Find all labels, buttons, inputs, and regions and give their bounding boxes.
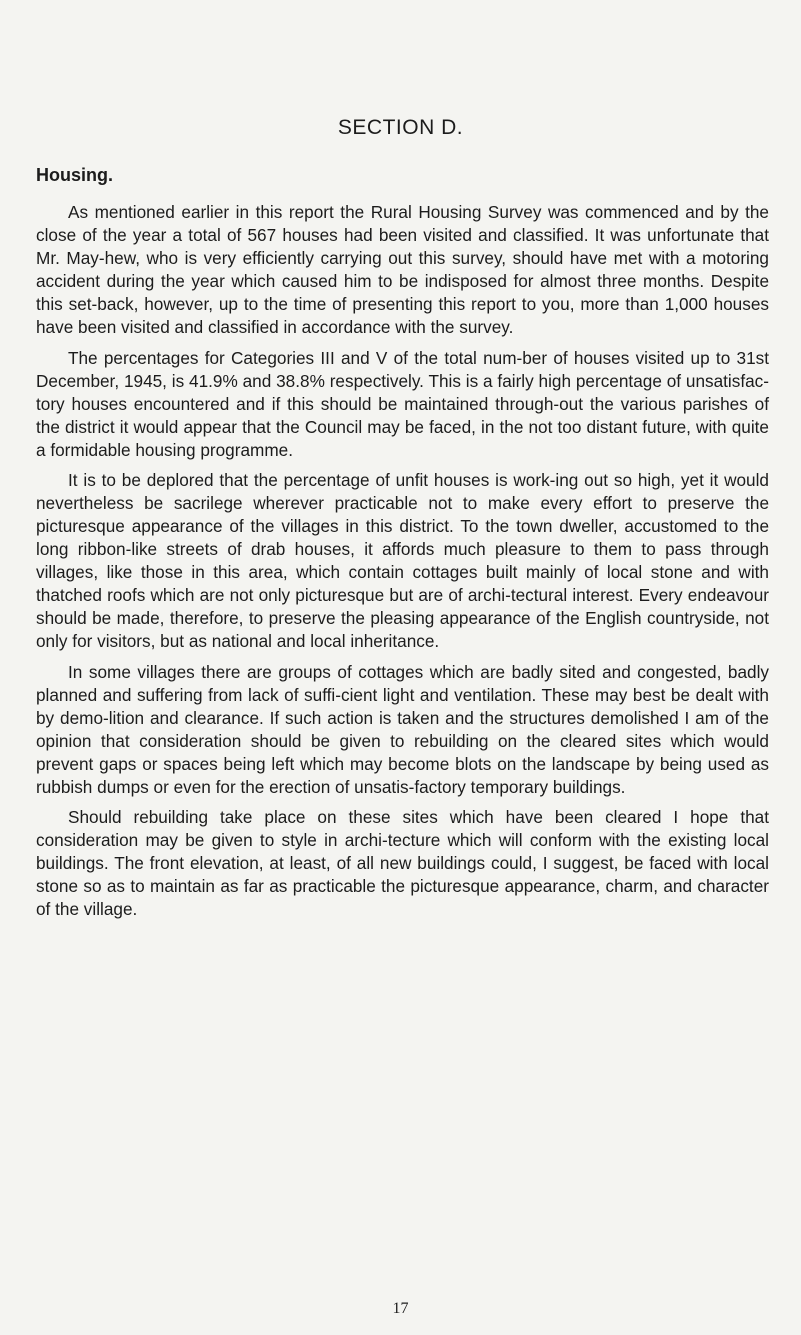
section-heading-housing: Housing. [36, 165, 113, 185]
page-number: 17 [392, 1300, 409, 1317]
paragraph-preserve-villages: It is to be deplored that the percentage of unfit houses is work-ing out so high, yet it would nevertheless be sacrilege wherever practicable not to make every effort to preserve the picturesque appearance of the villages in this district. To the town dweller, accustomed to the long ribbon-like streets of drab houses, it affords much pleasure to them to pass through villages, like those in this area, which contain cottages built mainly of local stone and with thatched roofs which are not only picturesque but are of archi-tectural interest. Every endeavour should be made, therefore, to preserve the pleasing appearance of the English countryside, not only for visitors, but as national and local inheritance. [36, 470, 769, 651]
paragraph-demolition-clearance: In some villages there are groups of cottages which are badly sited and congested, badly planned and suffering from lack of suffi-cient light and ventilation. These may best be dealt with by demo-lition and clearance. If such action is taken and the structures demolished I am of the opinion that consideration should be given to rebuilding on the cleared sites which would prevent gaps or spaces being left which may become blots on the landscape by being used as rubbish dumps or even for the erection of unsatis-factory temporary buildings. [36, 661, 769, 797]
body-text [36, 201, 769, 929]
paragraph-rebuilding-style: Should rebuilding take place on these sites which have been cleared I hope that consideration may be given to style in archi-tecture which will conform with the existing local buildings. The front elevation, at least, of all new buildings could, I suggest, be faced with local stone so as to maintain as far as practicable the picturesque appearance, charm, and character of the village. [36, 807, 769, 919]
section-title: SECTION D. [337, 116, 464, 139]
paragraph-category-percentages: The percentages for Categories III and V of the total num-ber of houses visited up to 31st December, 1945, is 41.9% and 38.8% respectively. This is a fairly high percentage of unsatisfac-tory houses encountered and if this should be maintained through-out the various parishes of the district it would appear that the Council may be faced, in the not too distant future, with quite a formidable housing programme. [36, 347, 769, 460]
paragraph-survey-progress: As mentioned earlier in this report the Rural Housing Survey was commenced and by the close of the year a total of 567 houses had been visited and classified. It was unfortunate that Mr. May-hew, who is very efficiently carrying out this survey, should have met with a motoring accident during the year which caused him to be indisposed for almost three months. Despite this set-back, however, up to the time of presenting this report to you, more than 1,000 houses have been visited and classified in accordance with the survey. [36, 202, 769, 337]
